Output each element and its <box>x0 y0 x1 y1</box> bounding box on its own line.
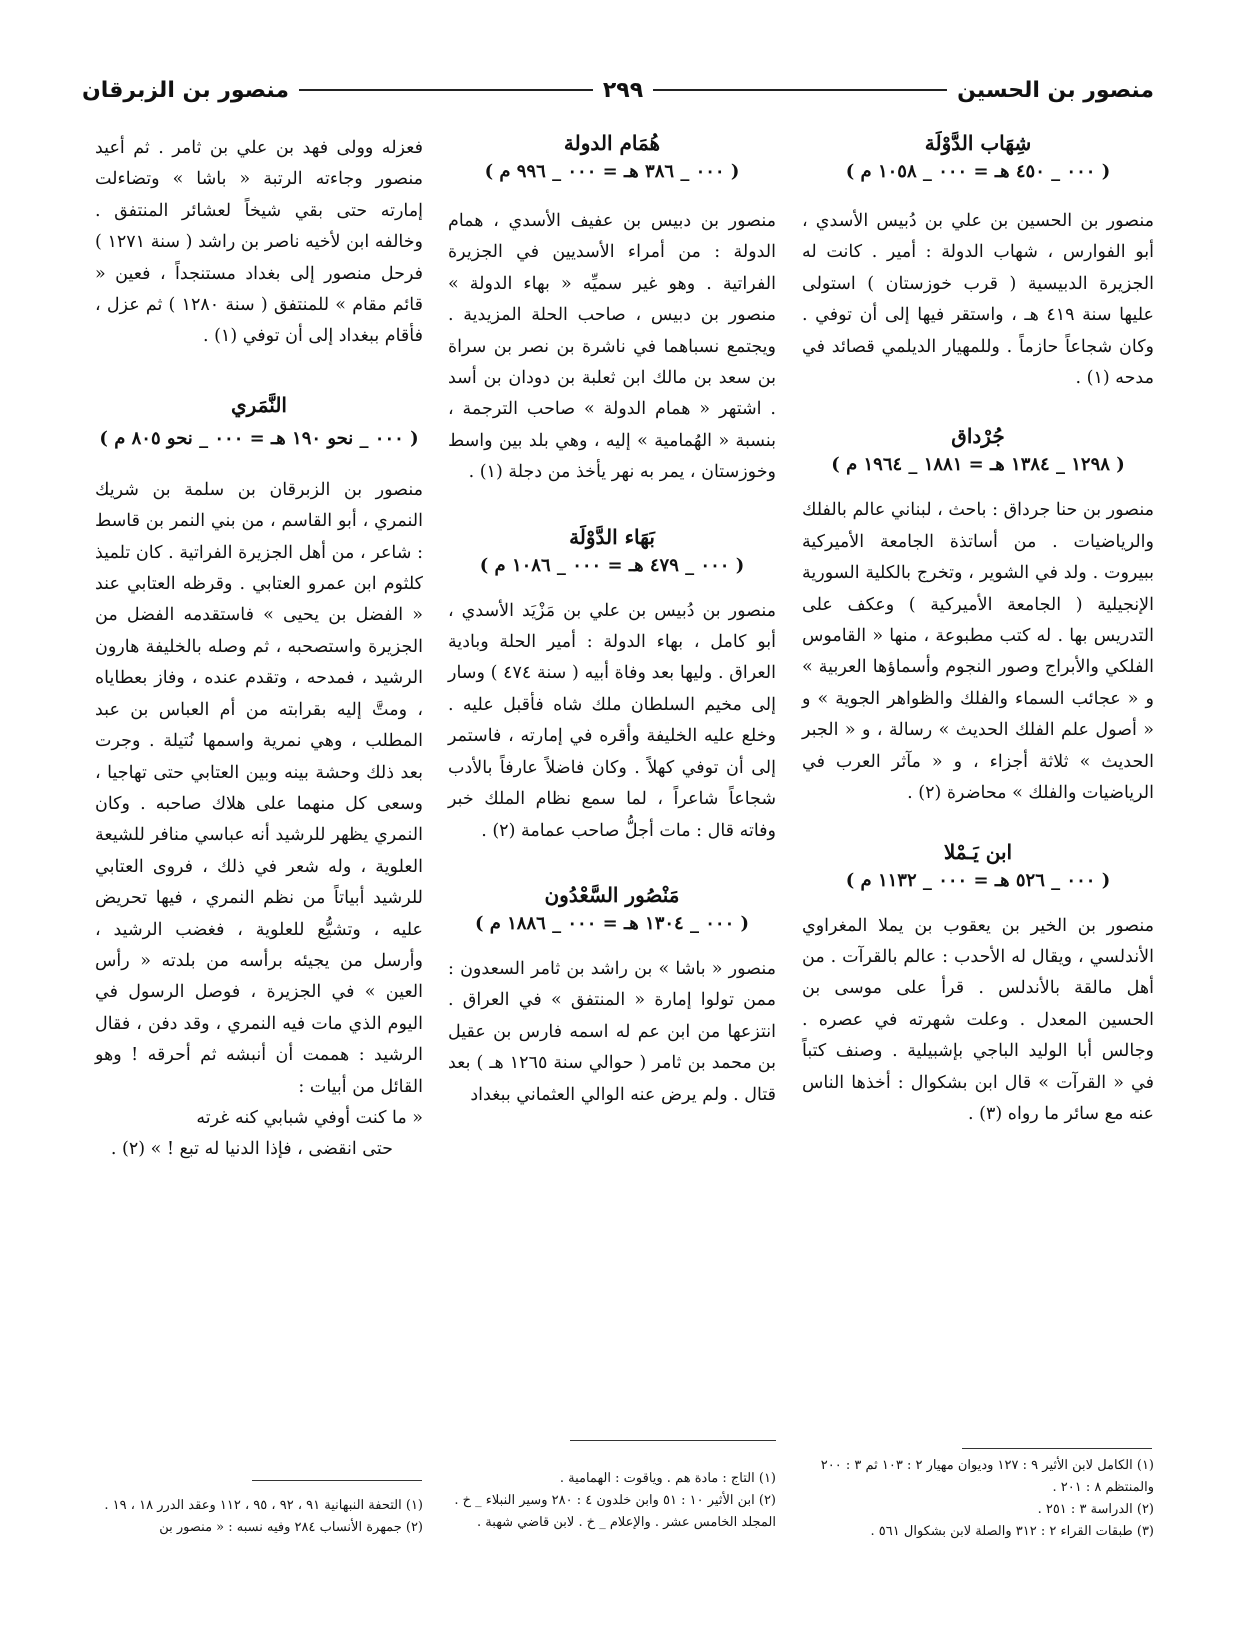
column-middle <box>448 125 776 1111</box>
entry-dates: ( ١٢٩٨ _ ١٣٨٤ هـ = ١٨٨١ _ ١٩٦٤ م ) <box>831 454 1125 476</box>
entry-title: شِهَاب الدَّوْلَة <box>924 131 1032 155</box>
footnote-rule <box>252 1480 422 1481</box>
footnote: (١) الكامل لابن الأثير ٩ : ١٢٧ وديوان مهيار ٢ : ١٠٣ ثم ٣ : ٢٠٠ والمنتظم ٨ : ٢٠١ . <box>820 1458 1154 1495</box>
entry-text: منصور بن الحسين بن علي بن دُبيس الأسدي ، أبو الفوارس ، شهاب الدولة : أمير . كانت له الجزيرة الدبيسية ( قرب خوزستان ) استولى عليها سنة ٤١٩ هـ ، واستقر فيها إلى أن توفي . وكان شجاعاً حازماً . وللمهيار الديلمي قصائد في مدحه (١) . <box>802 211 1154 389</box>
header-rule-left <box>299 89 593 91</box>
footnote-rule <box>962 1448 1152 1449</box>
footnote: (٢) ابن الأثير ١٠ : ٥١ وابن خلدون ٤ : ٢٨٠ وسير النبلاء _ خ . المجلد الخامس عشر . والإعلام _ خ . لابن قاضي شهبة . <box>454 1493 776 1530</box>
entry-title: بَهَاء الدَّوْلَة <box>569 524 655 549</box>
footnote: (٢) جمهرة الأنساب ٢٨٤ وفيه نسبه : « منصور بن <box>159 1520 423 1535</box>
entry-title: النَّمَري <box>231 392 287 417</box>
footnote: (٣) طبقات القراء ٢ : ٣١٢ والصلة لابن بشكوال ٥٦١ . <box>870 1524 1154 1539</box>
page-number: ٢٩٩ <box>602 77 644 103</box>
footnote-rule <box>570 1440 776 1441</box>
header-right-entry: منصور بن الحسين <box>957 77 1154 103</box>
footnotes-left <box>95 1495 423 1539</box>
page-header <box>82 70 1154 110</box>
footnotes-right <box>800 1455 1154 1543</box>
entry-dates: ( ٠٠٠ _ ٤٥٠ هـ = ٠٠٠ _ ١٠٥٨ م ) <box>845 161 1111 182</box>
entry-dates: ( ٠٠٠ _ نحو ١٩٠ هـ = ٠٠٠ _ نحو ٨٠٥ م ) <box>99 427 419 449</box>
verse-line: « ما كنت أوفي شبابي كنه غرته <box>196 1107 423 1128</box>
entry-title: مَنْصُور السَّعْدُون <box>544 882 680 907</box>
entry-text: منصور بن حنا جرداق : باحث ، لبناني عالم بالفلك والرياضيات . من أساتذة الجامعة الأميركية ببيروت . ولد في الشوير ، وتخرج بالكلية السورية الإنجيلية ( الجامعة الأميركية ) وعكف على التدريس بها . له كتب مطبوعة ، منها « القاموس الفلكي والأبراج وصور النجوم وأسماؤها العربية » و « عجائب السماء والفلك والظواهر الجوية » و « أصول علم الفلك الحديث » رسالة ، و « الجبر الحديث » ثلاثة أجزاء ، و « مآثر العرب في الرياضيات والفلك » محاضرة (٢) . <box>802 500 1154 804</box>
footnote: (١) التحفة النبهانية ٩١ ، ٩٢ ، ٩٥ ، ١١٢ وعقد الدرر ١٨ ، ١٩ . <box>104 1498 423 1513</box>
entry-text: منصور « باشا » بن راشد بن ثامر السعدون : ممن تولوا إمارة « المنتفق » في العراق . انتزعها من ابن عم له اسمه فارس بن عقيل بن محمد بن ثامر ( حوالي سنة ١٢٦٥ هـ ) بعد قتال . ولم يرض عنه الوالي العثماني ببغداد <box>448 958 776 1105</box>
entry-dates: ( ٠٠٠ _ ٣٨٦ هـ = ٠٠٠ _ ٩٩٦ م ) <box>484 161 740 182</box>
entry-text: منصور بن دُبيس بن علي بن مَزْيَد الأسدي ، أبو كامل ، بهاء الدولة : أمير الحلة وبادية العراق . وليها بعد وفاة أبيه ( سنة ٤٧٤ ) وسار إلى مخيم السلطان ملك شاه فأقبل عليه . وخلع عليه الخليفة وأقره في إمارته ، فاستمر إلى أن توفي كهلاً . وكان فاضلاً عارفاً بالأدب شجاعاً شاعراً ، لما سمع نظام الملك خبر وفاته قال : مات أجلُّ صاحب عمامة (٢) . <box>448 600 777 841</box>
footnote: (٢) الدراسة ٣ : ٢٥١ . <box>1037 1502 1154 1517</box>
entry-title: هُمَام الدولة <box>563 131 661 155</box>
footnote: (١) التاج : مادة هم . وياقوت : الهمامية . <box>559 1471 776 1486</box>
column-right <box>802 125 1154 1130</box>
entry-title: جُرْداق <box>951 424 1005 449</box>
entry-text: منصور بن دبيس بن عفيف الأسدي ، همام الدولة : من أمراء الأسديين في الجزيرة الفراتية . وهو غير سميِّه « بهاء الدولة » منصور بن دبيس ، صاحب الحلة المزيدية . ويجتمع نسباهما في ناشرة بن نصر بن سراة بن سعد بن مالك ابن ثعلبة بن دودان بن أسد . اشتهر « همام الدولة » صاحب الترجمة ، بنسبة « الهُمامية » إليه ، وهي بلد بين واسط وخوزستان ، يمر به نهر يأخذ من دجلة (١) . <box>448 211 776 483</box>
entry-dates: ( ٠٠٠ _ ٤٧٩ هـ = ٠٠٠ _ ١٠٨٦ م ) <box>479 554 745 576</box>
header-left-entry: منصور بن الزبرقان <box>81 77 289 103</box>
entry-title: ابن يَـمْلا <box>943 839 1013 864</box>
entry-text: منصور بن الزبرقان بن سلمة بن شريك النمري ، أبو القاسم ، من بني النمر بن قاسط : شاعر ، من أهل الجزيرة الفراتية . كان تلميذ كلثوم ابن عمرو العتابي . وقرظه العتابي عند « الفضل بن يحيى » فاستقدمه الفضل من الجزيرة واستصحبه ، ثم وصله بالخليفة هارون الرشيد ، فمدحه ، وتقدم عنده ، وفاز بعطاياه ، ومتَّ إليه بقرابته من أم العباس بن عبد المطلب ، وهي نمرية واسمها نُتيلة . وجرت بعد ذلك وحشة بينه وبين العتابي حتى تهاجيا ، وسعى كل منهما على هلاك صاحبه . وكان النمري يظهر للرشيد أنه عباسي منافر للشيعة العلوية ، وله شعر في ذلك ، فروى العتابي للرشيد أبياتاً من نظم النمري ، فيها تحريض عليه ، وتشيُّع للعلوية ، فغضب الرشيد ، وأرسل من يجيئه برأسه من بلدته « رأس العين » في الجزيرة ، فوصل الرسول في اليوم الذي مات فيه النمري ، وقد دفن ، فقال الرشيد : هممت أن أنبشه ثم أحرقه ! وهو القائل من أبيات : <box>95 479 423 1097</box>
column-left <box>95 125 423 1166</box>
entry-dates: ( ٠٠٠ _ ٥٢٦ هـ = ٠٠٠ _ ١١٣٢ م ) <box>845 869 1111 891</box>
entry-continuation-text: فعزله وولى فهد بن علي بن ثامر . ثم أعيد منصور وجاءته الرتبة « باشا » وتضاءلت إمارته حتى بقي شيخاً لعشائر المنتفق . وخالفه ابن لأخيه ناصر بن راشد ( سنة ١٢٧١ ) فرحل منصور إلى بغداد مستنجداً ، فعين « قائم مقام » للمنتفق ( سنة ١٢٨٠ ) ثم عزل ، فأقام ببغداد إلى أن توفي (١) . <box>95 138 424 347</box>
footnotes-middle <box>450 1468 776 1534</box>
verse-line: حتى انقضى ، فإذا الدنيا له تبع ! » (٢) . <box>110 1139 393 1160</box>
entry-dates: ( ٠٠٠ _ ١٣٠٤ هـ = ٠٠٠ _ ١٨٨٦ م ) <box>474 912 750 934</box>
header-rule-right <box>653 89 947 91</box>
entry-text: منصور بن الخير بن يعقوب بن يملا المغراوي الأندلسي ، ويقال له الأحدب : عالم بالقرآت . من أهل مالقة بالأندلس . قرأ على موسى بن الحسين المعدل . وعلت شهرته في عصره . وجالس أبا الوليد الباجي بإشبيلية . وصنف كتباً في « القرآت » قال ابن بشكوال : أخذها الناس عنه مع سائر ما رواه (٣) . <box>802 915 1154 1124</box>
